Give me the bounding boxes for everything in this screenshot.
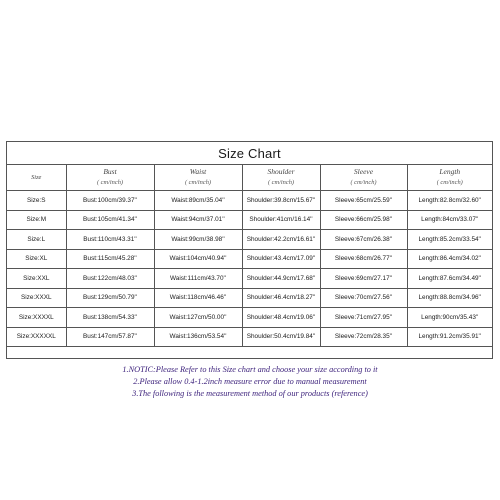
size-chart [6,141,493,359]
note-line: 3.The following is the measurement method of our products (reference) [132,389,368,398]
cell-length: Length:85.2cm/33.54'' [407,230,492,250]
cell-shoulder: Shoulder:41cm/16.14'' [242,210,320,230]
cell-shoulder: Shoulder:39.8cm/15.67'' [242,191,320,211]
table-header-row [7,165,492,191]
cell-bust: Bust:115cm/45.28'' [66,249,154,269]
cell-waist: Waist:99cm/38.98'' [154,230,242,250]
cell-size: Size:XXXL [7,288,66,308]
note-line: 2.Please allow 0.4-1.2inch measure error due to manual measurement [133,377,367,386]
cell-bust: Bust:105cm/41.34'' [66,210,154,230]
size-notes [0,359,500,400]
cell-waist: Waist:118cm/46.46'' [154,288,242,308]
column-header-bust [66,165,154,191]
cell-size: Size:S [7,191,66,211]
column-header-unit: ( cm/inch) [267,179,295,186]
note-line: 1.NOTIC:Please Refer to this Size chart and choose your size according to it [122,365,378,374]
cell-size: Size:XL [7,249,66,269]
cell-shoulder: Shoulder:48.4cm/19.06'' [242,308,320,328]
column-header-name: Sleeve [353,167,374,176]
cell-sleeve: Sleeve:70cm/27.56'' [320,288,407,308]
cell-waist: Waist:89cm/35.04'' [154,191,242,211]
table-row [7,288,492,308]
column-header-name: Shoulder [267,167,295,176]
cell-length: Length:90cm/35.43'' [407,308,492,328]
cell-waist: Waist:136cm/53.54'' [154,327,242,347]
size-chart-title: Size Chart [7,142,492,165]
cell-shoulder: Shoulder:46.4cm/18.27'' [242,288,320,308]
cell-size: Size:XXXXXL [7,327,66,347]
cell-length: Length:84cm/33.07'' [407,210,492,230]
cell-bust: Bust:147cm/57.87'' [66,327,154,347]
cell-size: Size:M [7,210,66,230]
cell-shoulder: Shoulder:43.4cm/17.09'' [242,249,320,269]
table-row [7,327,492,347]
column-header-unit: ( cm/inch) [96,179,124,186]
cell-sleeve: Sleeve:66cm/25.98'' [320,210,407,230]
cell-size: Size:XXXXL [7,308,66,328]
cell-waist: Waist:94cm/37.01'' [154,210,242,230]
column-header-name: Length [439,167,461,176]
cell-size: Size:L [7,230,66,250]
column-header-waist [154,165,242,191]
cell-waist: Waist:104cm/40.94'' [154,249,242,269]
column-header-sleeve [320,165,407,191]
column-header-name: Bust [103,167,117,176]
cell-bust: Bust:110cm/43.31'' [66,230,154,250]
cell-length: Length:82.8cm/32.60'' [407,191,492,211]
size-column-header: Size [7,165,66,191]
cell-sleeve: Sleeve:69cm/27.17'' [320,269,407,289]
column-header-length [407,165,492,191]
cell-length: Length:88.8cm/34.96'' [407,288,492,308]
cell-length: Length:87.6cm/34.49'' [407,269,492,289]
cell-bust: Bust:100cm/39.37'' [66,191,154,211]
cell-shoulder: Shoulder:50.4cm/19.84'' [242,327,320,347]
cell-sleeve: Sleeve:67cm/26.38'' [320,230,407,250]
cell-waist: Waist:111cm/43.70'' [154,269,242,289]
size-table [7,165,492,347]
cell-waist: Waist:127cm/50.00'' [154,308,242,328]
cell-size: Size:XXL [7,269,66,289]
column-header-unit: ( cm/inch) [436,179,463,186]
cell-length: Length:91.2cm/35.91'' [407,327,492,347]
cell-bust: Bust:122cm/48.03'' [66,269,154,289]
table-row [7,191,492,211]
table-row [7,230,492,250]
column-header-unit: ( cm/inch) [350,179,377,186]
cell-sleeve: Sleeve:65cm/25.59'' [320,191,407,211]
column-header-shoulder [242,165,320,191]
cell-shoulder: Shoulder:44.9cm/17.68'' [242,269,320,289]
cell-length: Length:86.4cm/34.02'' [407,249,492,269]
table-row [7,308,492,328]
table-row [7,269,492,289]
column-header-unit: ( cm/inch) [184,179,212,186]
cell-sleeve: Sleeve:72cm/28.35'' [320,327,407,347]
cell-sleeve: Sleeve:68cm/26.77'' [320,249,407,269]
cell-shoulder: Shoulder:42.2cm/16.61'' [242,230,320,250]
cell-sleeve: Sleeve:71cm/27.95'' [320,308,407,328]
cell-bust: Bust:138cm/54.33'' [66,308,154,328]
column-header-name: Waist [189,167,207,176]
cell-bust: Bust:129cm/50.79'' [66,288,154,308]
table-row [7,210,492,230]
table-row [7,249,492,269]
